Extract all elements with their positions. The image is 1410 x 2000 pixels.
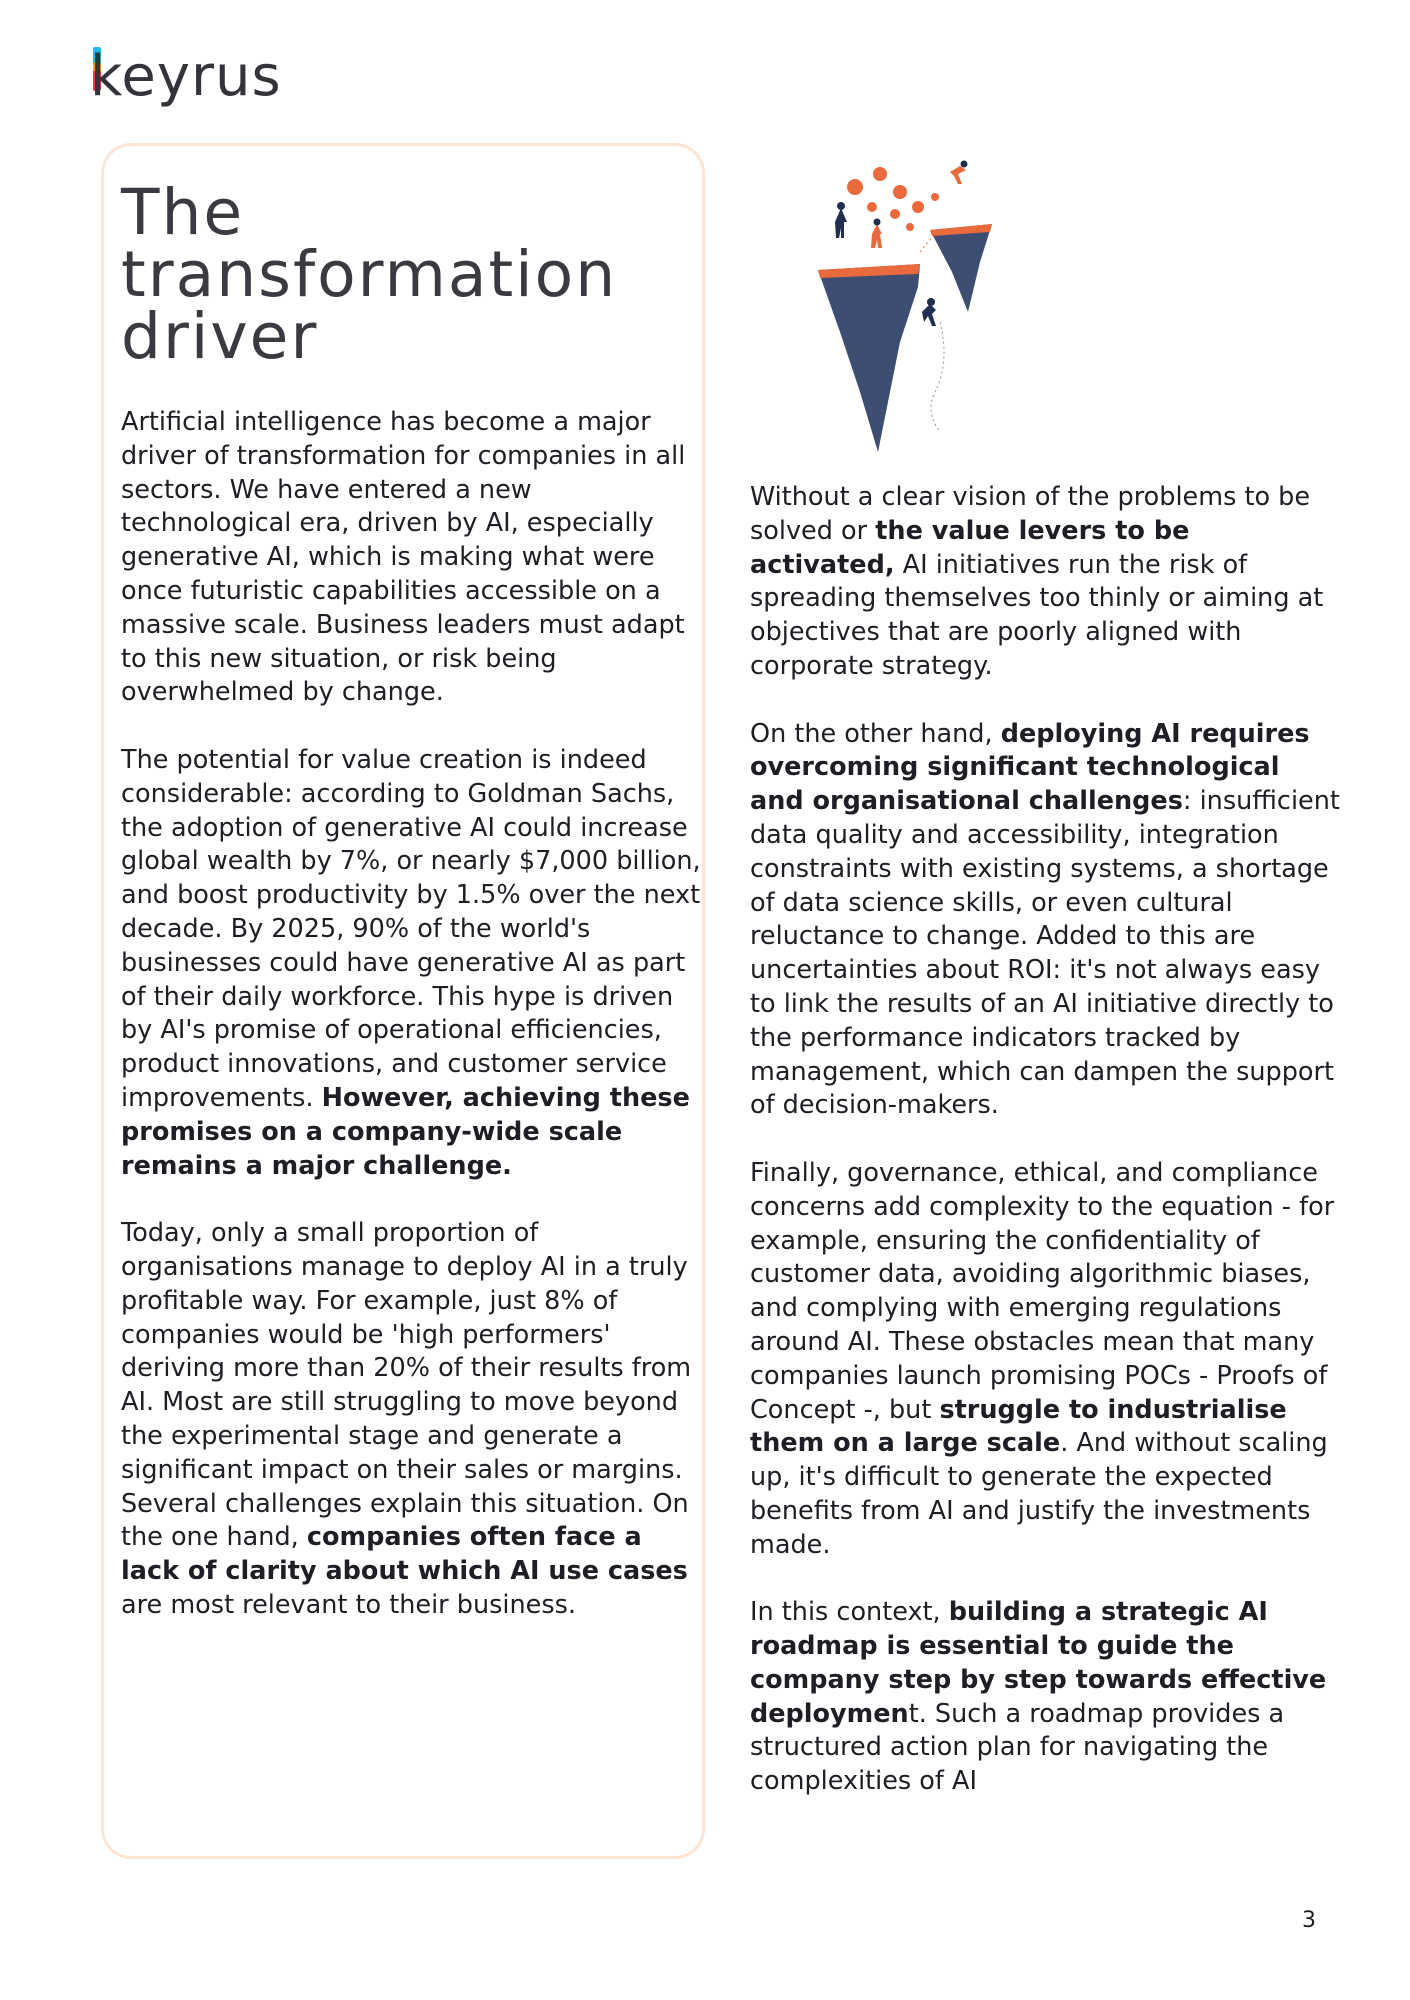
body-text: The potential for value creation is indeed considerable: according to Goldman Sachs, the adoption of generative AI could increase global wealth by 7%, or nearly $7,000 billion, and boost productivity by 1.5% over the next decade. By 2025, 90% of the world's businesses could have generative AI as part of their daily workforce. This hype is driven by AI's promise of operational efficiencies, product innovations, and customer service improvements. xyxy=(121,744,701,1113)
body-text: . And without scaling up, it's difficult to generate the expected benefits from AI and justify the investments made. xyxy=(750,1428,1328,1560)
paragraph xyxy=(750,1596,1340,1799)
bold-text: However, achieving these promises on a company-wide scale remains a major challenge. xyxy=(121,1082,690,1181)
body-text: Finally, governance, ethical, and compliance concerns add complexity to the equation - for example, ensuring the confidentiality of customer data, avoiding algorithmic biases, and complying with emerging regulations around AI. These obstacles mean that many companies launch promising POCs - Proofs of Concept -, but xyxy=(750,1157,1335,1425)
keyrus-logo xyxy=(90,42,310,112)
bold-text: deploying AI requires overcoming significant technological and organisational challenges xyxy=(750,718,1310,817)
bold-text: struggle to industrialise them on a large scale xyxy=(750,1394,1287,1459)
body-text: t. Such a roadmap provides a structured action plan for navigating the complexities of AI xyxy=(750,1698,1285,1797)
page-number: 3 xyxy=(1302,1908,1316,1933)
bold-text: the value levers to be activated, xyxy=(750,515,1190,580)
left-column-text xyxy=(121,406,701,1656)
body-text: In this context, xyxy=(750,1597,949,1628)
body-text: Today, only a small proportion of organisations manage to deploy AI in a truly profitable way. For example, just 8% of companies would be 'high performers' deriving more than 20% of their results from AI. Most are still struggling to move beyond the experimental stage and generate a significant impact on their sales or margins. Several challenges explain this situation. On the one hand, xyxy=(121,1218,692,1553)
paragraph xyxy=(750,481,1340,684)
paragraph xyxy=(121,406,701,710)
paragraph xyxy=(121,1217,701,1623)
paragraph xyxy=(750,718,1340,1124)
body-text: On the other hand, xyxy=(750,718,1001,749)
bold-text: building a strategic AI roadmap is essential to guide the company step by step towards effective deploymen xyxy=(750,1597,1327,1729)
logo-text: keyrus xyxy=(90,44,282,109)
page-title: The transformation driver xyxy=(121,176,618,373)
right-column-text xyxy=(750,481,1340,1833)
body-text: are most relevant to their business. xyxy=(121,1589,577,1620)
body-text: Without a clear vision of the problems to be solved or xyxy=(750,482,1311,546)
paragraph xyxy=(750,1157,1340,1563)
body-text: Artificial intelligence has become a major driver of transformation for companies in all sectors. We have entered a new technological era, driven by AI, especially generative AI, which is making what were once futuristic capabilities accessible on a massive scale. Business leaders must adapt to this new situation, or risk being overwhelmed by change. xyxy=(121,407,686,708)
ai-islands-illustration xyxy=(800,152,1000,468)
body-text: AI initiatives run the risk of spreading themselves too thinly or aiming at objectives that are poorly aligned with corporate strategy. xyxy=(750,549,1324,681)
bold-text: companies often face a lack of clarity about which AI use cases xyxy=(121,1522,688,1587)
paragraph xyxy=(121,744,701,1183)
body-text: : insufficient data quality and accessibility, integration constraints with existing systems, a shortage of data science skills, or even cultural reluctance to change. Added to this are uncertainties about ROI: it's not always easy to link the results of an AI initiative directly to the performance indicators tracked by management, which can dampen the support of decision-makers. xyxy=(750,786,1340,1121)
